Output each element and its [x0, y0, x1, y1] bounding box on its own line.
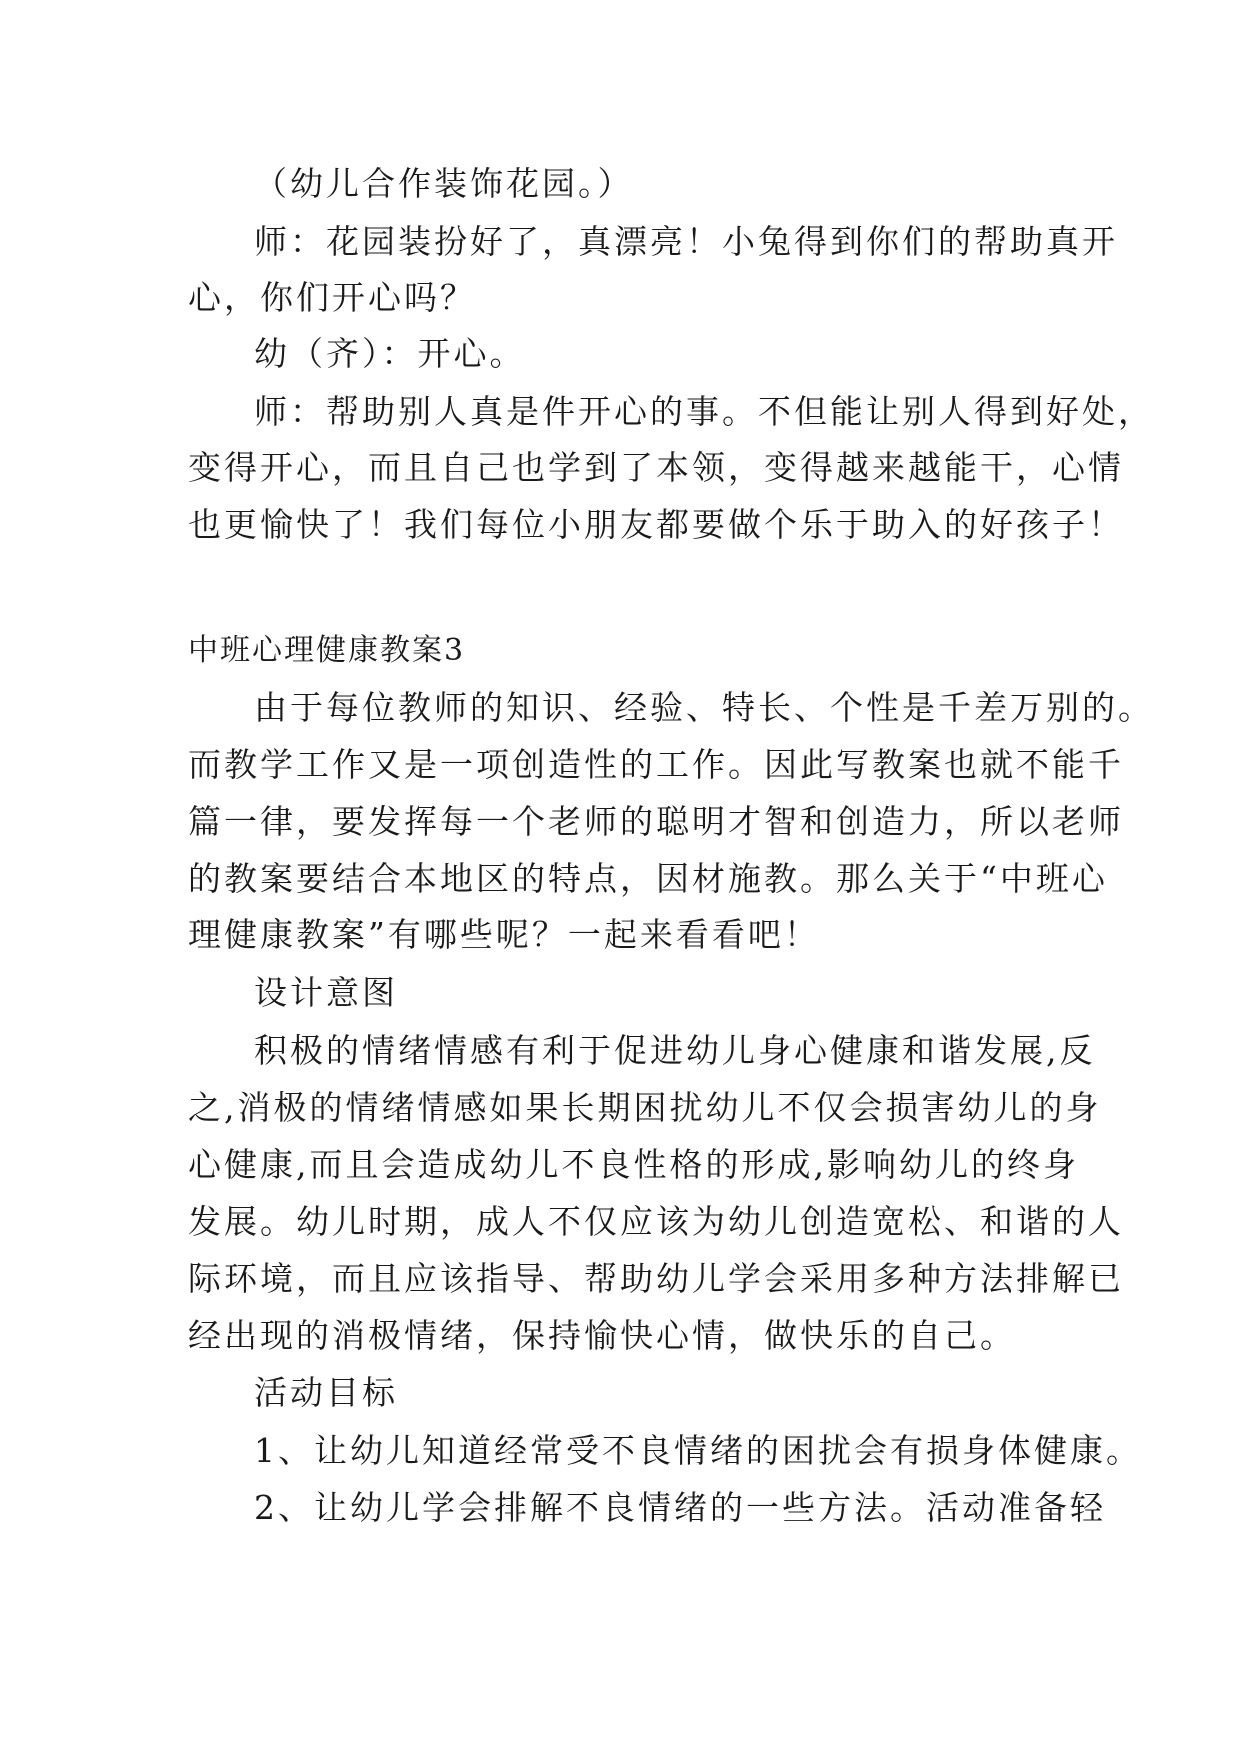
text-line: 际环境，而且应该指导、帮助幼儿学会采用多种方法排解已 [188, 1259, 1124, 1298]
text-line: 积极的情绪情感有利于促进幼儿身心健康和谐发展,反 [254, 1031, 1096, 1070]
text-line: 而教学工作又是一项创造性的工作。因此写教案也就不能千 [188, 745, 1124, 784]
text-line: 师：帮助别人真是件开心的事。不但能让别人得到好处， [254, 392, 1154, 431]
text-line: 之,消极的情绪情感如果长期困扰幼儿不仅会损害幼儿的身 [188, 1088, 1102, 1127]
text-line: 2、让幼儿学会排解不良情绪的一些方法。活动准备轻 [254, 1488, 1106, 1527]
text-line: 发展。幼儿时期，成人不仅应该为幼儿创造宽松、和谐的人 [188, 1202, 1124, 1241]
text-line: 理健康教案”有哪些呢？一起来看看吧！ [188, 915, 820, 954]
subheading: 设计意图 [254, 973, 398, 1012]
text-line: 幼（齐）：开心。 [254, 334, 526, 373]
text-line: 1、让幼儿知道经常受不良情绪的困扰会有损身体健康。 [254, 1431, 1142, 1470]
text-line: 也更愉快了！我们每位小朋友都要做个乐于助入的好孩子！ [188, 505, 1124, 544]
text-line: 师：花园装扮好了，真漂亮！小兔得到你们的帮助真开 [254, 222, 1118, 261]
section-heading: 中班心理健康教案3 [188, 633, 466, 668]
text-line: 心健康,而且会造成幼儿不良性格的形成,影响幼儿的终身 [188, 1145, 1079, 1184]
text-line: （幼儿合作装饰花园。） [254, 164, 634, 203]
text-line: 变得开心，而且自己也学到了本领，变得越来越能干，心情 [188, 448, 1124, 487]
text-line: 由于每位教师的知识、经验、特长、个性是千差万别的。 [254, 688, 1154, 727]
text-line: 经出现的消极情绪，保持愉快心情，做快乐的自己。 [188, 1316, 1016, 1355]
subheading: 活动目标 [254, 1373, 398, 1412]
text-line: 的教案要结合本地区的特点，因材施教。那么关于“中班心 [188, 859, 1108, 898]
text-line: 篇一律，要发挥每一个老师的聪明才智和创造力，所以老师 [188, 802, 1124, 841]
text-line: 心，你们开心吗？ [188, 278, 476, 317]
